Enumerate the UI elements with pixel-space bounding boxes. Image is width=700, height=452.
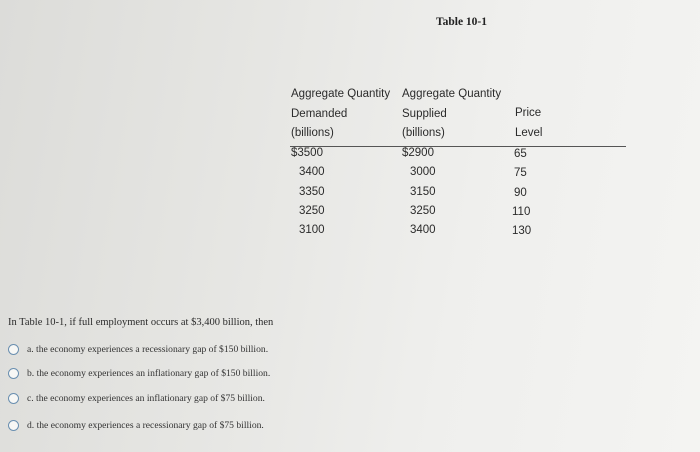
header-demanded: Aggregate Quantity Demanded (billions) bbox=[291, 88, 391, 139]
table-cell: 3400 bbox=[410, 224, 436, 237]
table-cell: 90 bbox=[514, 186, 527, 199]
option-label[interactable]: d. the economy experiences a recessionary gap of $75 billion. bbox=[27, 419, 264, 431]
table-cell: 3000 bbox=[410, 166, 436, 179]
table-title: Table 10-1 bbox=[436, 16, 488, 28]
table-cell: 3250 bbox=[410, 204, 436, 217]
table-cell: $2900 bbox=[402, 147, 434, 159]
radio-button-icon[interactable] bbox=[8, 368, 19, 379]
table-cell: 65 bbox=[514, 148, 527, 160]
answer-option-c[interactable] bbox=[8, 387, 265, 409]
table-cell: 3150 bbox=[410, 185, 436, 198]
radio-button-icon[interactable] bbox=[8, 393, 19, 404]
table-cell: 130 bbox=[512, 225, 532, 238]
table-cell: 3100 bbox=[299, 224, 325, 237]
question-text: In Table 10-1, if full employment occurs at $3,400 billion, then bbox=[8, 317, 274, 328]
table-cell: 3400 bbox=[299, 166, 325, 179]
column-supplied bbox=[402, 144, 436, 240]
answer-option-a[interactable] bbox=[8, 338, 268, 360]
table-cell: 3350 bbox=[299, 185, 325, 198]
header-supplied: Aggregate Quantity Supplied (billions) bbox=[402, 88, 502, 139]
radio-button-icon[interactable] bbox=[8, 344, 19, 355]
column-demanded bbox=[291, 144, 325, 240]
table-cell: 75 bbox=[514, 167, 527, 180]
header-price: Price Level bbox=[515, 107, 543, 139]
answer-option-b[interactable] bbox=[8, 362, 270, 384]
option-label[interactable]: b. the economy experiences an inflationary gap of $150 billion. bbox=[27, 367, 271, 379]
table-cell: $3500 bbox=[291, 147, 323, 159]
table-cell: 110 bbox=[512, 205, 531, 218]
option-label[interactable]: a. the economy experiences a recessionary gap of $150 billion. bbox=[27, 343, 269, 355]
header-divider bbox=[290, 146, 626, 147]
radio-button-icon[interactable] bbox=[8, 420, 19, 431]
option-label[interactable]: c. the economy experiences an inflationary gap of $75 billion. bbox=[27, 392, 265, 404]
table-cell: 3250 bbox=[299, 204, 325, 217]
answer-option-d[interactable] bbox=[8, 414, 264, 436]
column-price bbox=[512, 145, 531, 241]
